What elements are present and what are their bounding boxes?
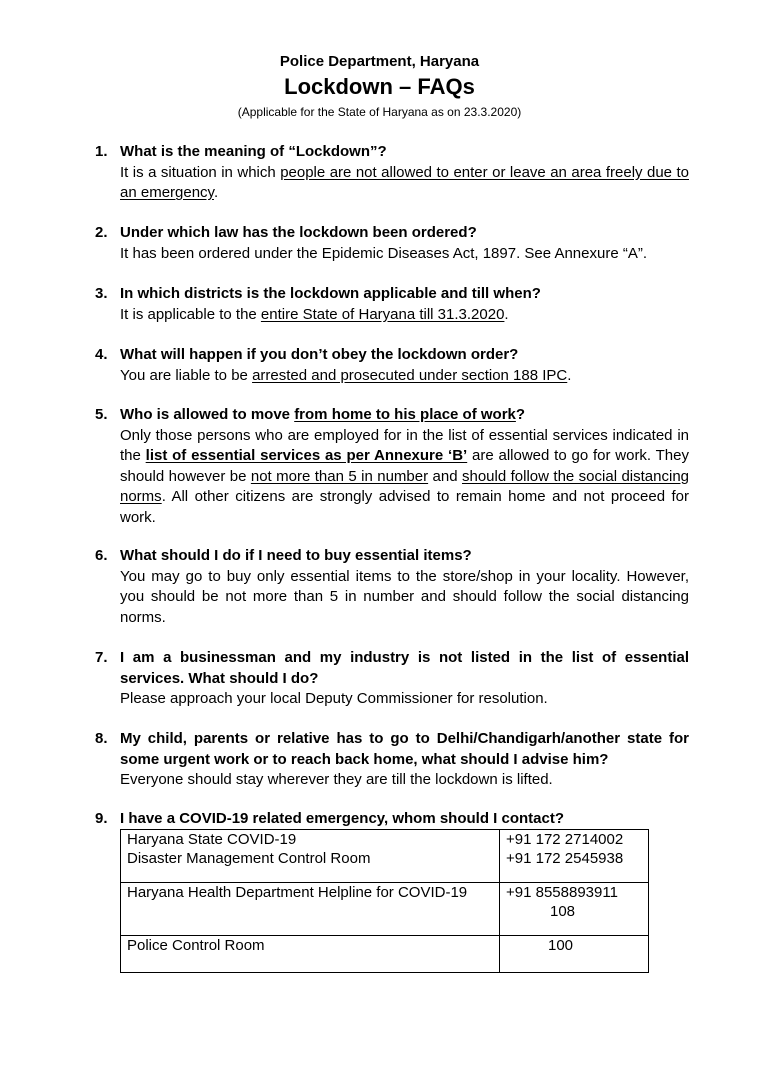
faq-question: Under which law has the lockdown been ordered? bbox=[120, 224, 477, 241]
answer-text: Only those persons who are employed for in the list of essential services indicated in the bbox=[120, 426, 689, 464]
answer-underlined-text: entire State of Haryana till 31.3.2020 bbox=[260, 305, 505, 323]
faq-question bbox=[120, 405, 689, 426]
answer-underlined-text: should follow the social distancing norms bbox=[120, 467, 690, 505]
faq-answer: It has been ordered under the Epidemic Diseases Act, 1897. See Annexure “A”. bbox=[120, 244, 647, 262]
phone-number: +91 172 2545938 bbox=[506, 850, 624, 867]
faq-number: 2. bbox=[95, 224, 108, 241]
faq-item-9 bbox=[95, 809, 689, 830]
faq-question: My child, parents or relative has to go to Delhi/Chandigarh/another state for some urgent work or to reach back home, what should I advise him? bbox=[120, 730, 689, 768]
contact-phone-cell bbox=[500, 830, 649, 883]
faq-item-5 bbox=[95, 405, 690, 528]
faq-question: What will happen if you don’t obey the lockdown order? bbox=[120, 346, 519, 363]
answer-underlined-text: not more than 5 in number bbox=[250, 467, 429, 485]
faq-answer bbox=[120, 163, 689, 204]
faq-number: 3. bbox=[95, 285, 108, 302]
phone-number: 100 bbox=[548, 937, 574, 954]
faq-question: What should I do if I need to buy essential items? bbox=[120, 547, 472, 564]
faq-number: 8. bbox=[95, 730, 108, 747]
faq-answer: You may go to buy only essential items to the store/shop in your locality. However, you should be not more than 5 in number and should follow the social distancing norms. bbox=[120, 567, 689, 626]
answer-text: You are liable to be bbox=[120, 366, 253, 384]
table-row bbox=[121, 883, 649, 936]
phone-number: +91 8558893911 bbox=[506, 884, 618, 901]
faq-item-1 bbox=[95, 142, 689, 204]
contact-name-cell bbox=[121, 883, 500, 936]
faq-answer bbox=[120, 366, 689, 387]
phone-number: 108 bbox=[550, 903, 576, 920]
annexure-b-reference: list of essential services as per Annexure ‘B’ bbox=[145, 447, 468, 464]
faq-number: 1. bbox=[95, 143, 108, 160]
emergency-contacts-table bbox=[120, 829, 649, 973]
faq-item-4 bbox=[95, 345, 689, 386]
contact-name: Police Control Room bbox=[127, 937, 265, 954]
contact-name: Haryana State COVID-19 bbox=[127, 831, 297, 848]
contact-name-cell bbox=[121, 830, 500, 883]
faq-question: I have a COVID-19 related emergency, whom should I contact? bbox=[120, 810, 565, 827]
faq-number: 4. bbox=[95, 346, 108, 363]
answer-text: . bbox=[504, 305, 509, 323]
faq-answer bbox=[120, 426, 689, 529]
question-underlined-text: from home to his place of work bbox=[294, 406, 516, 423]
table-row bbox=[121, 830, 649, 883]
question-text: ? bbox=[515, 406, 526, 423]
faq-answer: Everyone should stay wherever they are till the lockdown is lifted. bbox=[120, 771, 553, 788]
question-text: Who is allowed to move bbox=[120, 406, 295, 423]
answer-text: . All other citizens are strongly advised to remain home and not proceed for work. bbox=[120, 488, 689, 526]
faq-item-3 bbox=[95, 284, 689, 325]
answer-text: are allowed to go for work. They should however be bbox=[120, 447, 689, 485]
department-heading: Police Department, Haryana bbox=[279, 53, 480, 70]
answer-text: . bbox=[213, 184, 219, 201]
phone-number: +91 172 2714002 bbox=[506, 831, 624, 848]
applicability-note: (Applicable for the State of Haryana as on 23.3.2020) bbox=[237, 105, 522, 119]
faq-item-2 bbox=[95, 223, 689, 264]
contact-name: Haryana Health Department Helpline for COVID-19 bbox=[127, 884, 468, 901]
contact-phone-cell bbox=[500, 936, 649, 973]
faq-answer: Please approach your local Deputy Commissioner for resolution. bbox=[120, 690, 548, 707]
faq-answer bbox=[120, 305, 689, 326]
page-title: Lockdown – FAQs bbox=[284, 74, 475, 99]
faq-question: I am a businessman and my industry is not listed in the list of essential services. What should I do? bbox=[120, 649, 689, 687]
contact-name-cell bbox=[121, 936, 500, 973]
faq-question: In which districts is the lockdown applicable and till when? bbox=[120, 285, 541, 302]
answer-text: . bbox=[567, 366, 572, 384]
contact-phone-cell bbox=[500, 883, 649, 936]
answer-text: It is applicable to the bbox=[120, 305, 261, 323]
faq-number: 6. bbox=[95, 547, 108, 564]
answer-underlined-text: people are not allowed to enter or leave an area freely due to an emergency bbox=[120, 163, 689, 201]
answer-text: It is a situation in which bbox=[120, 163, 281, 181]
faq-number: 7. bbox=[95, 649, 108, 666]
answer-text: and bbox=[428, 467, 462, 485]
contact-name: Disaster Management Control Room bbox=[127, 850, 371, 867]
faq-item-8 bbox=[95, 729, 689, 791]
table-row bbox=[121, 936, 649, 973]
faq-question: What is the meaning of “Lockdown”? bbox=[120, 143, 387, 160]
faq-number: 5. bbox=[95, 406, 108, 423]
faq-number: 9. bbox=[95, 810, 108, 827]
faq-item-6 bbox=[95, 546, 689, 628]
faq-item-7 bbox=[95, 648, 689, 710]
answer-underlined-text: arrested and prosecuted under section 188 IPC bbox=[252, 366, 568, 384]
